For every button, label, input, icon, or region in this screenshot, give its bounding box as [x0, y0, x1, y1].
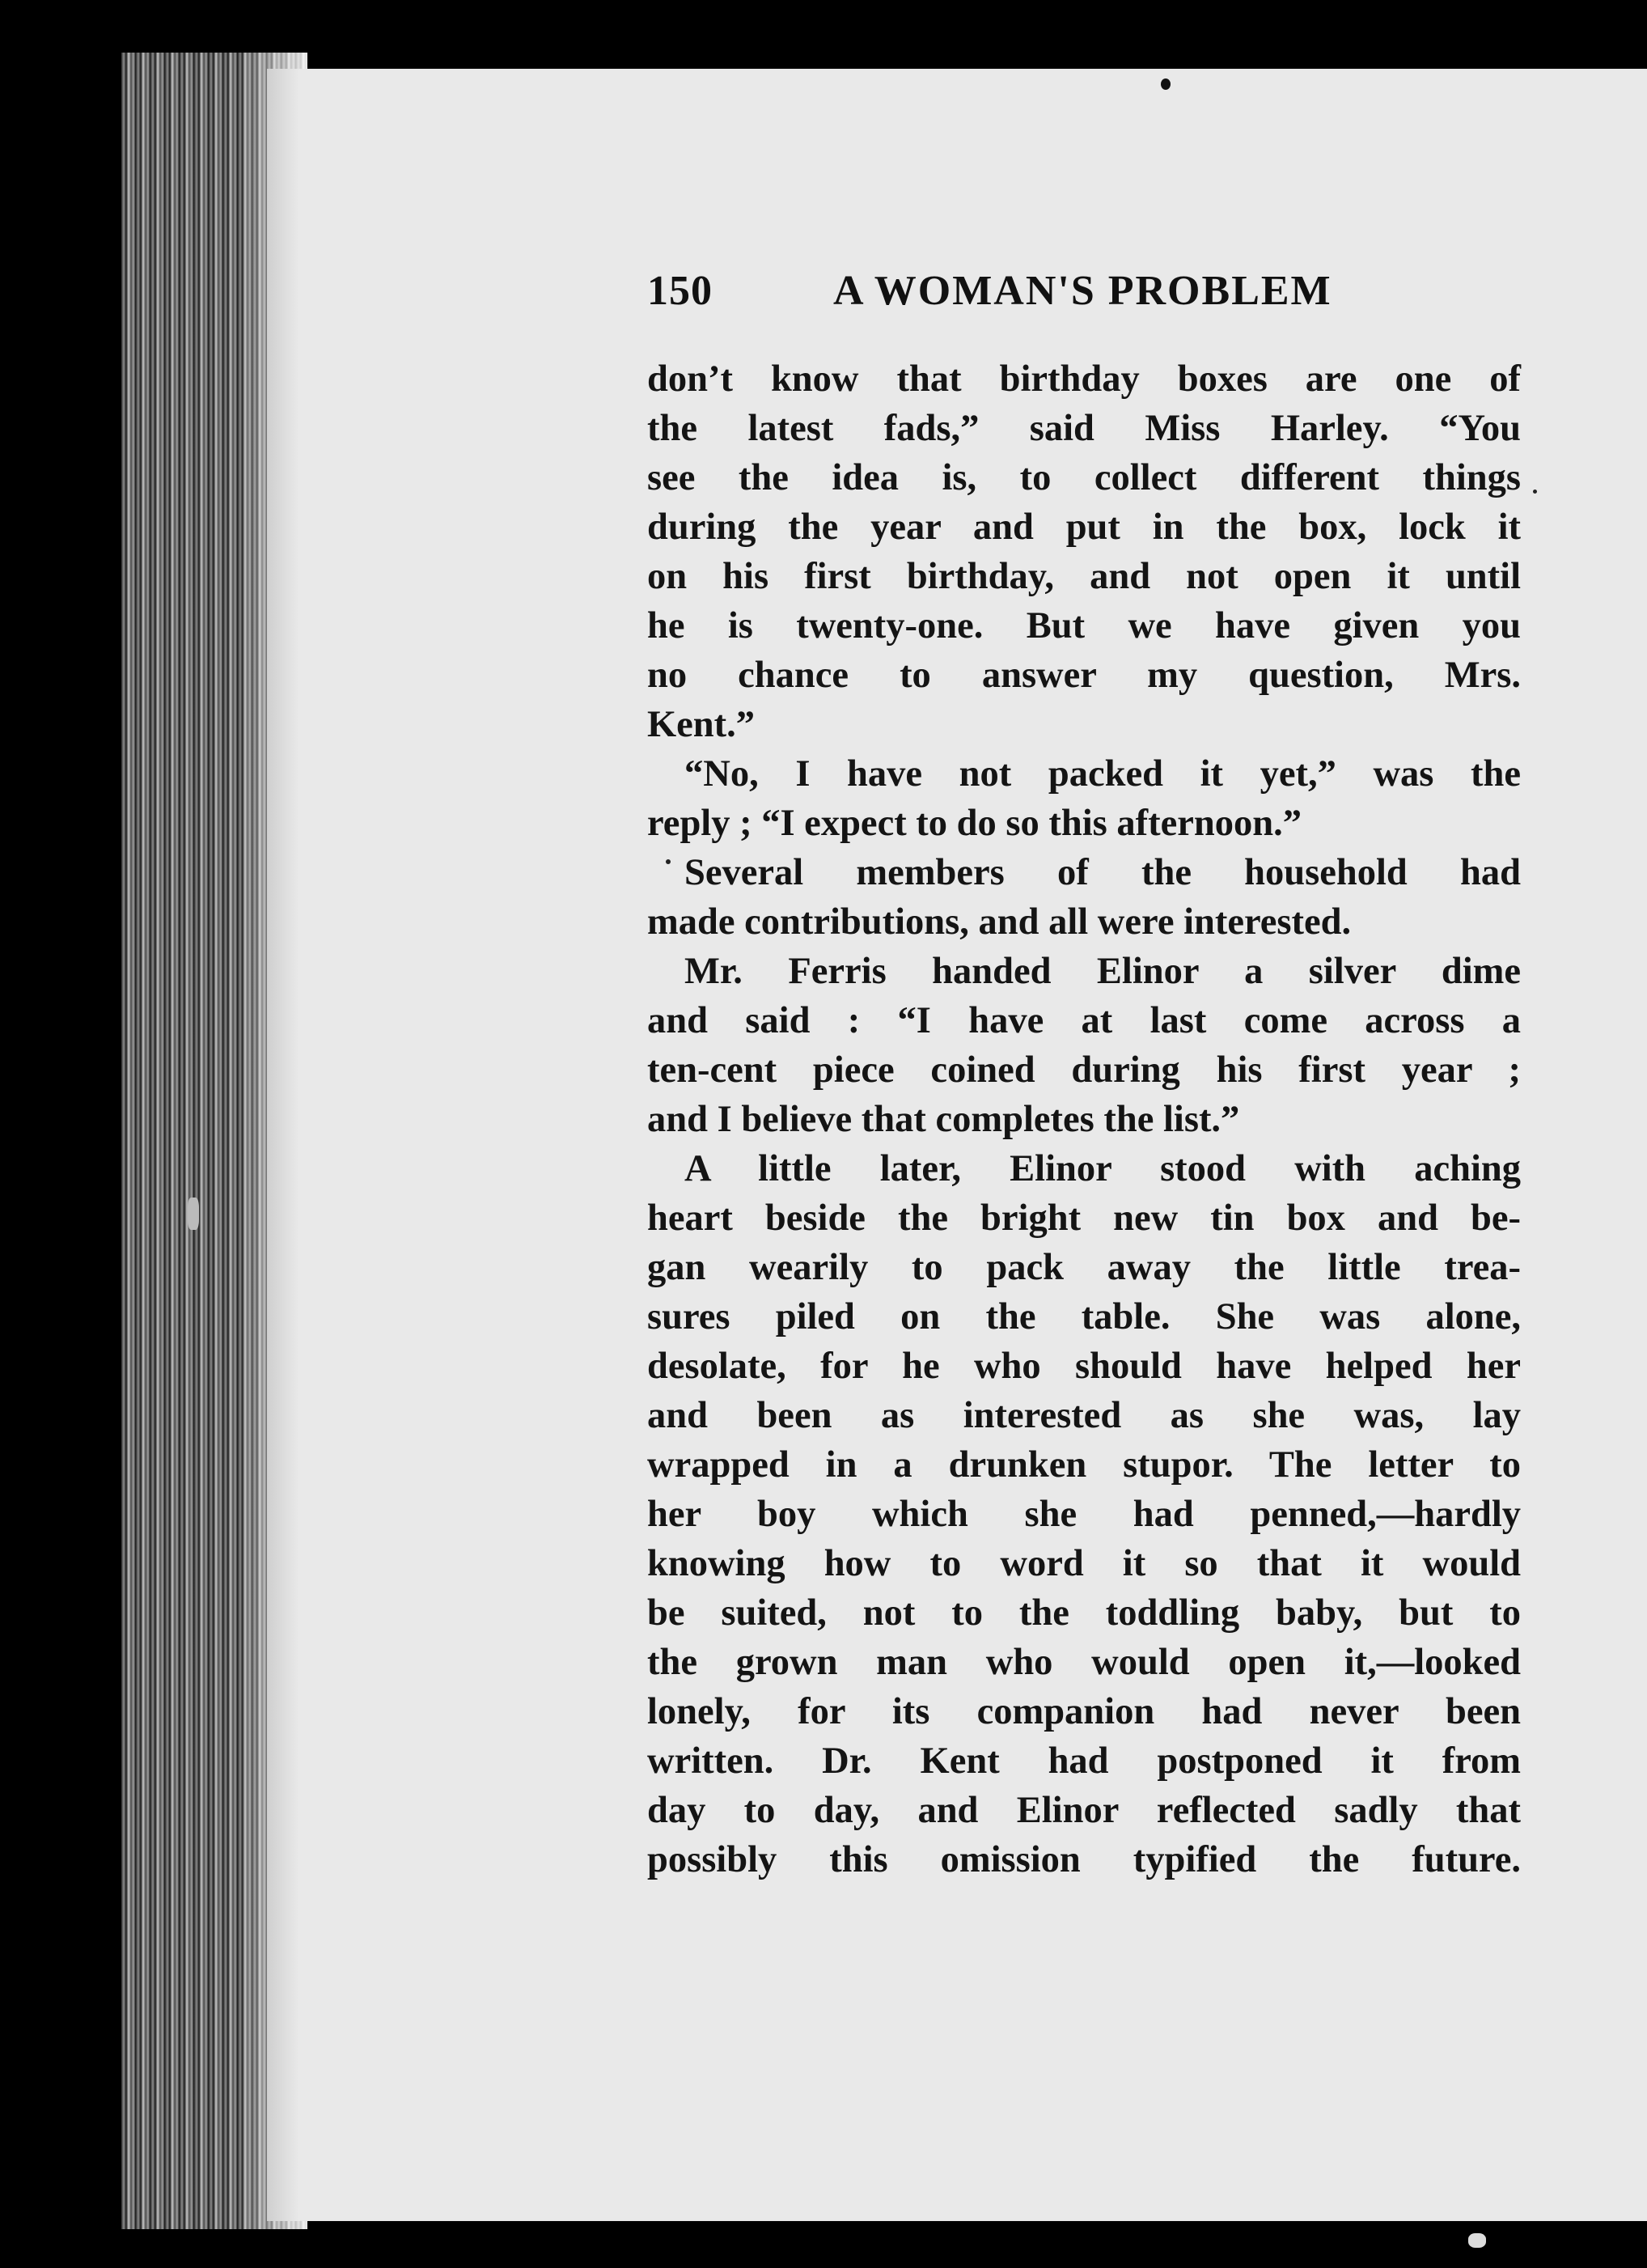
text-line: the latest fads,” said Miss Harley. “You	[647, 408, 1521, 449]
text-line: knowing how to word it so that it would	[647, 1543, 1521, 1584]
text-line: wrapped in a drunken stupor. The letter to	[647, 1444, 1521, 1486]
text-line: day to day, and Elinor reflected sadly that	[647, 1790, 1521, 1831]
text-line: gan wearily to pack away the little trea-	[647, 1247, 1521, 1288]
ink-speck	[1161, 78, 1171, 90]
text-line: desolate, for he who should have helped her	[647, 1346, 1521, 1387]
text-line: lonely, for its companion had never been	[647, 1691, 1521, 1732]
scan-artifact	[1468, 2233, 1486, 2248]
text-line: during the year and put in the box, lock it	[647, 507, 1521, 548]
text-line: ten-cent piece coined during his first year ;	[647, 1049, 1521, 1091]
ink-speck	[188, 1198, 199, 1230]
text-line: Several members of the household had	[684, 852, 1521, 893]
text-line: see the idea is, to collect different things	[647, 457, 1521, 498]
ink-speck	[1533, 490, 1537, 494]
text-line: the grown man who would open it,—looked	[647, 1642, 1521, 1683]
text-line: written. Dr. Kent had postponed it from	[647, 1740, 1521, 1782]
text-line: he is twenty-one. But we have given you	[647, 605, 1521, 646]
running-title: A WOMAN'S PROBLEM	[833, 268, 1332, 314]
text-line: possibly this omission typified the future.	[647, 1839, 1521, 1880]
text-line: and said : “I have at last come across a	[647, 1000, 1521, 1041]
text-line: Mr. Ferris handed Elinor a silver dime	[684, 951, 1521, 992]
text-line: A little later, Elinor stood with aching	[684, 1148, 1521, 1189]
running-header	[647, 267, 1343, 324]
text-line: her boy which she had penned,—hardly	[647, 1494, 1521, 1535]
text-line: heart beside the bright new tin box and be-	[647, 1198, 1521, 1239]
page-number: 150	[647, 268, 713, 314]
text-line: and been as interested as she was, lay	[647, 1395, 1521, 1436]
text-line: on his first birthday, and not open it until	[647, 556, 1521, 597]
text-line: don’t know that birthday boxes are one of	[647, 358, 1521, 400]
text-line: Kent.”	[647, 704, 756, 745]
text-line: no chance to answer my question, Mrs.	[647, 655, 1521, 696]
body-text	[647, 354, 1521, 1884]
text-line: and I believe that completes the list.”	[647, 1099, 1240, 1140]
text-line: be suited, not to the toddling baby, but to	[647, 1592, 1521, 1634]
text-line: made contributions, and all were interested.	[647, 901, 1352, 943]
text-line: reply ; “I expect to do so this afternoon.”	[647, 803, 1302, 844]
text-line: sures piled on the table. She was alone,	[647, 1296, 1521, 1337]
text-line: “No, I have not packed it yet,” was the	[684, 753, 1521, 795]
